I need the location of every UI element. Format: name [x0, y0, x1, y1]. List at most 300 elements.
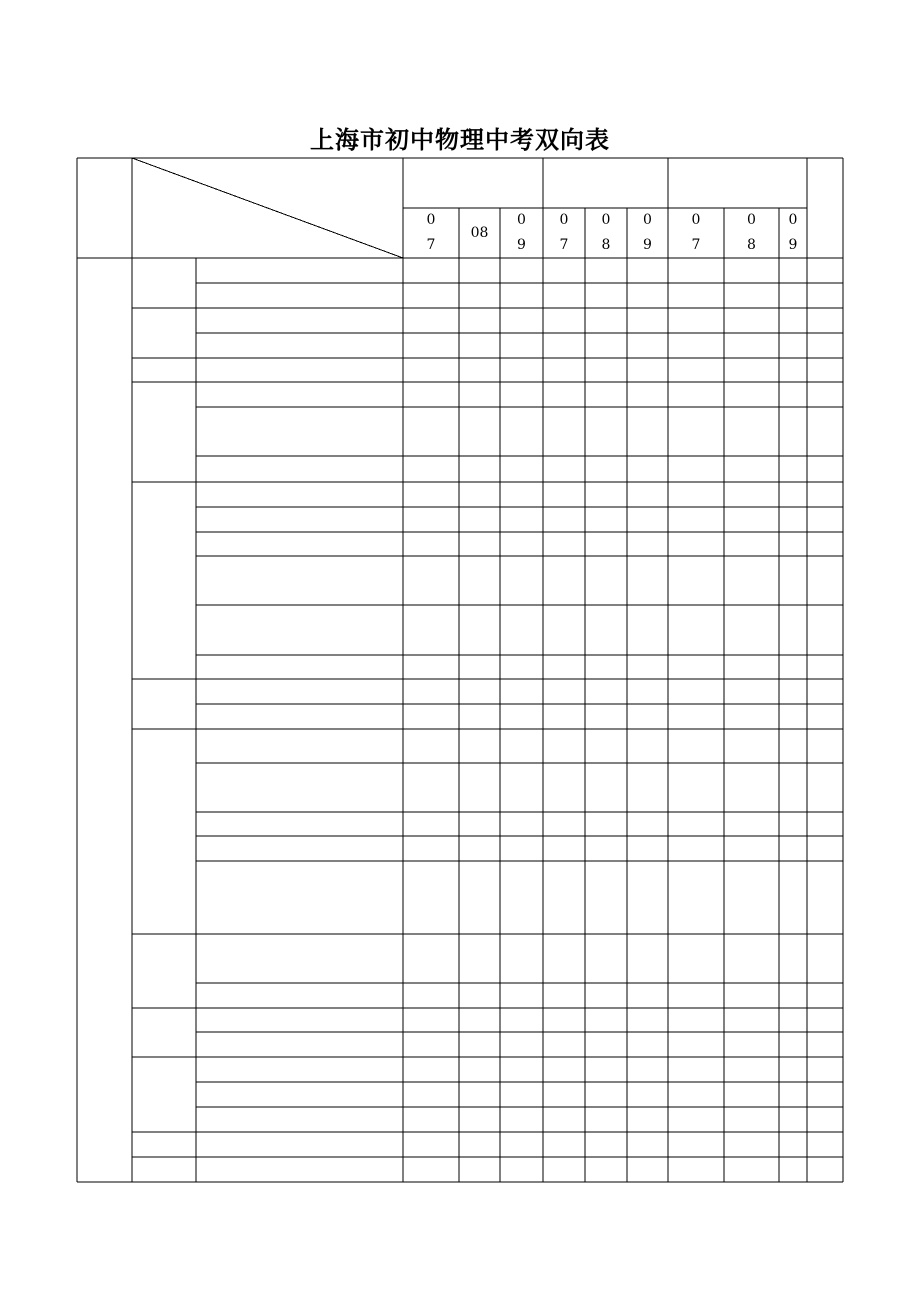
value-cell — [779, 308, 807, 333]
value-cell — [500, 812, 543, 836]
value-cell — [627, 283, 668, 308]
value-cell — [807, 983, 843, 1008]
value-cell — [543, 283, 585, 308]
topic-cell — [202, 333, 399, 358]
value-cell — [585, 382, 627, 407]
value-cell — [500, 605, 543, 655]
value-cell — [627, 763, 668, 812]
value-cell — [500, 407, 543, 456]
value-cell — [779, 507, 807, 532]
value-cell — [807, 836, 843, 861]
year-header-07: 07 — [691, 212, 701, 253]
value-cell — [403, 532, 459, 556]
value-cell — [403, 812, 459, 836]
value-cell — [500, 507, 543, 532]
value-cell — [585, 1157, 627, 1182]
value-cell — [807, 1032, 843, 1057]
value-cell — [459, 556, 500, 605]
value-cell — [807, 1057, 843, 1082]
value-cell — [807, 1008, 843, 1032]
value-cell — [627, 258, 668, 283]
value-cell — [627, 655, 668, 679]
topic-cell — [202, 655, 399, 679]
value-cell — [543, 836, 585, 861]
value-cell — [807, 861, 843, 934]
value-cell — [724, 382, 779, 407]
value-cell — [585, 507, 627, 532]
value-cell — [807, 456, 843, 482]
value-cell — [403, 1032, 459, 1057]
topic-cell — [202, 861, 399, 934]
value-cell — [724, 1082, 779, 1107]
value-cell — [543, 482, 585, 507]
value-cell — [585, 456, 627, 482]
value-cell — [500, 283, 543, 308]
value-cell — [668, 934, 724, 983]
value-cell — [403, 763, 459, 812]
value-cell — [459, 482, 500, 507]
value-cell — [459, 1008, 500, 1032]
value-cell — [668, 763, 724, 812]
value-cell — [585, 861, 627, 934]
value-cell — [724, 1132, 779, 1157]
value-cell — [403, 704, 459, 729]
value-cell — [543, 1057, 585, 1082]
page-title: 上海市初中物理中考双向表 — [310, 125, 610, 154]
value-cell — [459, 1057, 500, 1082]
value-cell — [779, 382, 807, 407]
value-cell — [585, 763, 627, 812]
value-cell — [779, 836, 807, 861]
value-cell — [500, 679, 543, 704]
value-cell — [807, 258, 843, 283]
diagonal-bottom-label — [185, 208, 315, 232]
value-cell — [668, 382, 724, 407]
topic-cell — [202, 283, 399, 308]
value-cell — [459, 333, 500, 358]
value-cell — [585, 407, 627, 456]
value-cell — [459, 983, 500, 1008]
value-cell — [724, 812, 779, 836]
year-header-09: 09 — [643, 212, 652, 253]
value-cell — [807, 812, 843, 836]
value-cell — [403, 729, 459, 763]
value-cell — [500, 308, 543, 333]
category-header-cell — [77, 158, 132, 258]
value-cell — [543, 729, 585, 763]
header-total — [807, 160, 843, 208]
topic-cell — [202, 532, 399, 556]
value-cell — [543, 812, 585, 836]
value-cell — [724, 605, 779, 655]
value-cell — [668, 407, 724, 456]
topic-cell — [202, 934, 399, 983]
value-cell — [627, 729, 668, 763]
value-cell — [403, 1157, 459, 1182]
topic-cell — [202, 812, 399, 836]
value-cell — [543, 763, 585, 812]
value-cell — [459, 283, 500, 308]
value-cell — [459, 679, 500, 704]
topic-cell — [202, 1157, 399, 1182]
value-cell — [500, 358, 543, 382]
topic-cell — [202, 763, 399, 812]
value-cell — [668, 812, 724, 836]
value-cell — [668, 283, 724, 308]
value-cell — [403, 1082, 459, 1107]
value-cell — [668, 1107, 724, 1132]
value-cell — [585, 605, 627, 655]
value-cell — [779, 983, 807, 1008]
value-cell — [543, 983, 585, 1008]
value-cell — [459, 1032, 500, 1057]
topic-cell — [202, 1032, 399, 1057]
value-cell — [807, 1082, 843, 1107]
value-cell — [724, 763, 779, 812]
value-cell — [807, 382, 843, 407]
value-cell — [500, 1082, 543, 1107]
value-cell — [459, 1082, 500, 1107]
value-cell — [724, 258, 779, 283]
value-cell — [500, 258, 543, 283]
value-cell — [459, 729, 500, 763]
value-cell — [543, 605, 585, 655]
value-cell — [627, 861, 668, 934]
value-cell — [627, 358, 668, 382]
value-cell — [403, 836, 459, 861]
value-cell — [585, 934, 627, 983]
value-cell — [459, 358, 500, 382]
header-score — [543, 170, 668, 194]
value-cell — [543, 1082, 585, 1107]
value-cell — [585, 1057, 627, 1082]
value-cell — [668, 507, 724, 532]
value-cell — [500, 836, 543, 861]
value-cell — [627, 507, 668, 532]
value-cell — [779, 729, 807, 763]
value-cell — [500, 556, 543, 605]
value-cell — [403, 308, 459, 333]
value-cell — [500, 482, 543, 507]
value-cell — [459, 308, 500, 333]
value-cell — [543, 507, 585, 532]
value-cell — [627, 482, 668, 507]
value-cell — [403, 934, 459, 983]
value-cell — [779, 258, 807, 283]
value-cell — [724, 655, 779, 679]
value-cell — [807, 1132, 843, 1157]
value-cell — [779, 605, 807, 655]
value-cell — [403, 333, 459, 358]
value-cell — [500, 763, 543, 812]
value-cell — [724, 333, 779, 358]
value-cell — [668, 1082, 724, 1107]
value-cell — [779, 1032, 807, 1057]
value-cell — [724, 1032, 779, 1057]
value-cell — [627, 1132, 668, 1157]
value-cell — [403, 382, 459, 407]
value-cell — [403, 605, 459, 655]
value-cell — [585, 983, 627, 1008]
value-cell — [807, 605, 843, 655]
value-cell — [807, 407, 843, 456]
value-cell — [403, 655, 459, 679]
value-cell — [668, 836, 724, 861]
value-cell — [500, 704, 543, 729]
diagonal-top-label — [270, 160, 390, 184]
value-cell — [627, 1032, 668, 1057]
value-cell — [724, 1157, 779, 1182]
value-cell — [724, 532, 779, 556]
value-cell — [724, 1008, 779, 1032]
value-cell — [500, 1057, 543, 1082]
value-cell — [668, 1008, 724, 1032]
value-cell — [807, 333, 843, 358]
value-cell — [403, 258, 459, 283]
value-cell — [585, 1132, 627, 1157]
value-cell — [807, 1157, 843, 1182]
value-cell — [403, 456, 459, 482]
value-cell — [403, 482, 459, 507]
value-cell — [585, 704, 627, 729]
value-cell — [500, 934, 543, 983]
value-cell — [627, 704, 668, 729]
value-cell — [724, 507, 779, 532]
value-cell — [779, 532, 807, 556]
topic-cell — [202, 1057, 399, 1082]
year-header-09: 09 — [517, 212, 526, 253]
topic-cell — [202, 836, 399, 861]
topic-cell — [202, 407, 399, 456]
value-cell — [500, 456, 543, 482]
value-cell — [459, 1132, 500, 1157]
value-cell — [724, 861, 779, 934]
value-cell — [627, 308, 668, 333]
value-cell — [500, 1008, 543, 1032]
value-cell — [543, 382, 585, 407]
value-cell — [585, 1008, 627, 1032]
value-cell — [668, 655, 724, 679]
value-cell — [627, 812, 668, 836]
value-cell — [724, 679, 779, 704]
value-cell — [668, 358, 724, 382]
topic-cell — [202, 1082, 399, 1107]
topic-cell — [202, 456, 399, 482]
value-cell — [779, 704, 807, 729]
value-cell — [543, 1132, 585, 1157]
value-cell — [459, 836, 500, 861]
value-cell — [543, 1008, 585, 1032]
value-cell — [500, 1157, 543, 1182]
topic-cell — [202, 1107, 399, 1132]
value-cell — [543, 1107, 585, 1132]
value-cell — [500, 333, 543, 358]
value-cell — [724, 836, 779, 861]
value-cell — [585, 258, 627, 283]
value-cell — [668, 983, 724, 1008]
value-cell — [543, 1157, 585, 1182]
topic-cell — [202, 358, 399, 382]
value-cell — [668, 605, 724, 655]
value-cell — [668, 258, 724, 283]
value-cell — [807, 507, 843, 532]
value-cell — [543, 655, 585, 679]
value-cell — [724, 283, 779, 308]
value-cell — [543, 532, 585, 556]
value-cell — [724, 482, 779, 507]
topic-cell — [202, 704, 399, 729]
value-cell — [543, 358, 585, 382]
value-cell — [543, 556, 585, 605]
value-cell — [627, 934, 668, 983]
value-cell — [585, 1107, 627, 1132]
value-cell — [585, 358, 627, 382]
value-cell — [668, 704, 724, 729]
big-category-char2 — [77, 744, 132, 768]
value-cell — [627, 1082, 668, 1107]
value-cell — [585, 812, 627, 836]
value-cell — [459, 861, 500, 934]
value-cell — [627, 983, 668, 1008]
value-cell — [403, 1008, 459, 1032]
topic-cell — [202, 382, 399, 407]
value-cell — [807, 556, 843, 605]
value-cell — [403, 358, 459, 382]
value-cell — [459, 407, 500, 456]
topic-cell — [202, 983, 399, 1008]
year-header-07: 07 — [426, 212, 436, 253]
value-cell — [459, 704, 500, 729]
value-cell — [779, 1008, 807, 1032]
value-cell — [403, 983, 459, 1008]
value-cell — [668, 1032, 724, 1057]
value-cell — [807, 679, 843, 704]
value-cell — [585, 333, 627, 358]
value-cell — [668, 456, 724, 482]
value-cell — [500, 532, 543, 556]
value-cell — [543, 679, 585, 704]
value-cell — [724, 1057, 779, 1082]
value-cell — [585, 836, 627, 861]
value-cell — [459, 507, 500, 532]
value-cell — [403, 1057, 459, 1082]
value-cell — [500, 729, 543, 763]
value-cell — [724, 704, 779, 729]
value-cell — [403, 861, 459, 934]
value-cell — [403, 556, 459, 605]
value-cell — [668, 679, 724, 704]
year-header-08: 08 — [747, 212, 756, 253]
value-cell — [403, 1107, 459, 1132]
value-cell — [543, 704, 585, 729]
value-cell — [543, 1032, 585, 1057]
value-cell — [585, 1082, 627, 1107]
value-cell — [500, 1132, 543, 1157]
value-cell — [779, 1107, 807, 1132]
value-cell — [627, 456, 668, 482]
big-category-char1 — [77, 625, 132, 649]
value-cell — [779, 556, 807, 605]
value-cell — [779, 456, 807, 482]
value-cell — [668, 1132, 724, 1157]
value-cell — [807, 763, 843, 812]
value-cell — [807, 655, 843, 679]
value-cell — [724, 308, 779, 333]
value-cell — [724, 983, 779, 1008]
value-cell — [724, 556, 779, 605]
value-cell — [585, 1032, 627, 1057]
value-cell — [500, 655, 543, 679]
value-cell — [459, 258, 500, 283]
value-cell — [543, 934, 585, 983]
value-cell — [585, 729, 627, 763]
value-cell — [500, 861, 543, 934]
topic-cell — [202, 308, 399, 333]
value-cell — [585, 532, 627, 556]
value-cell — [585, 283, 627, 308]
value-cell — [779, 1132, 807, 1157]
value-cell — [779, 861, 807, 934]
value-cell — [459, 812, 500, 836]
value-cell — [807, 308, 843, 333]
value-cell — [459, 382, 500, 407]
value-cell — [779, 358, 807, 382]
value-cell — [500, 382, 543, 407]
value-cell — [807, 1107, 843, 1132]
value-cell — [779, 283, 807, 308]
value-cell — [668, 861, 724, 934]
value-cell — [724, 729, 779, 763]
value-cell — [807, 729, 843, 763]
value-cell — [779, 812, 807, 836]
year-header-09: 09 — [788, 212, 798, 253]
value-cell — [724, 358, 779, 382]
value-cell — [627, 556, 668, 605]
topic-cell — [202, 258, 399, 283]
big-category-percent — [77, 794, 132, 818]
value-cell — [807, 482, 843, 507]
value-cell — [627, 1008, 668, 1032]
value-cell — [585, 655, 627, 679]
value-cell — [585, 679, 627, 704]
value-cell — [779, 1057, 807, 1082]
value-cell — [543, 861, 585, 934]
topic-cell — [202, 507, 399, 532]
value-cell — [807, 358, 843, 382]
value-cell — [724, 1107, 779, 1132]
value-cell — [459, 1107, 500, 1132]
value-cell — [807, 704, 843, 729]
value-cell — [500, 1107, 543, 1132]
value-cell — [779, 763, 807, 812]
value-cell — [403, 679, 459, 704]
value-cell — [459, 532, 500, 556]
value-cell — [779, 934, 807, 983]
value-cell — [459, 934, 500, 983]
value-cell — [459, 456, 500, 482]
value-cell — [627, 1057, 668, 1082]
value-cell — [724, 407, 779, 456]
value-cell — [668, 729, 724, 763]
value-cell — [779, 1157, 807, 1182]
value-cell — [627, 679, 668, 704]
value-cell — [500, 1032, 543, 1057]
value-cell — [627, 836, 668, 861]
value-cell — [779, 482, 807, 507]
value-cell — [627, 605, 668, 655]
header-question-type — [403, 170, 543, 194]
value-cell — [585, 556, 627, 605]
